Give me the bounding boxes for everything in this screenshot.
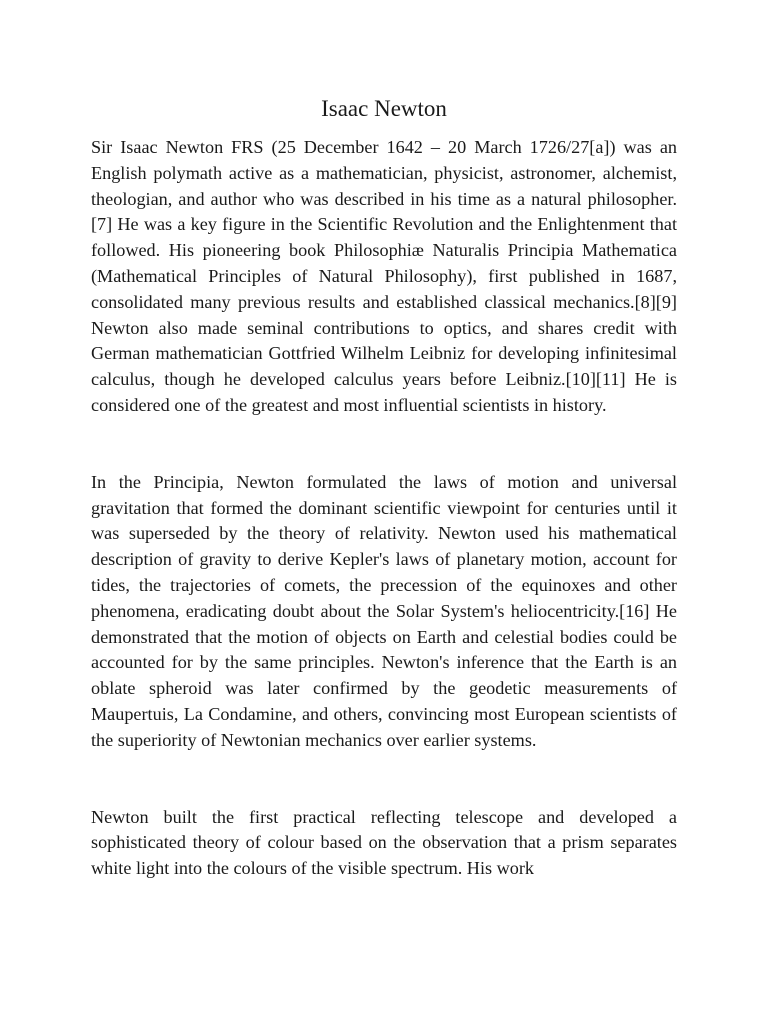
document-title: Isaac Newton — [321, 96, 447, 121]
paragraph-spacer — [91, 419, 677, 470]
paragraph-3: Newton built the first practical reflecting telescope and developed a sophisticated theory of colour based on the observation that a prism separates white light into the colours of the visible spectrum. His work — [91, 806, 677, 879]
document-page — [91, 92, 677, 882]
paragraph-spacer — [91, 754, 677, 805]
paragraph-1: Sir Isaac Newton FRS (25 December 1642 – 20 March 1726/27[a]) was an English polymath active as a mathematician, physicist, astronomer, alchemist, theologian, and author who was described in his time as a natural philosopher.[7] He was a key figure in the Scientific Revolution and the Enlightenment that followed. His pioneering book Philosophiæ Naturalis Principia Mathematica (Mathematical Principles of Natural Philosophy), first published in 1687, consolidated many previous results and established classical mechanics.[8][9] Newton also made seminal contributions to optics, and shares credit with German mathematician Gottfried Wilhelm Leibniz for developing infinitesimal calculus, though he developed calculus years before Leibniz.[10][11] He is considered one of the greatest and most influential scientists in history. — [91, 137, 677, 415]
paragraph-2: In the Principia, Newton formulated the laws of motion and universal gravitation that formed the dominant scientific viewpoint for centuries until it was superseded by the theory of relativity. Newton used his mathematical description of gravity to derive Kepler's laws of planetary motion, account for tides, the trajectories of comets, the precession of the equinoxes and other phenomena, eradicating doubt about the Solar System's heliocentricity.[16] He demonstrated that the motion of objects on Earth and celestial bodies could be accounted for by the same principles. Newton's inference that the Earth is an oblate spheroid was later confirmed by the geodetic measurements of Maupertuis, La Condamine, and others, convincing most European scientists of the superiority of Newtonian mechanics over earlier systems. — [91, 471, 677, 750]
